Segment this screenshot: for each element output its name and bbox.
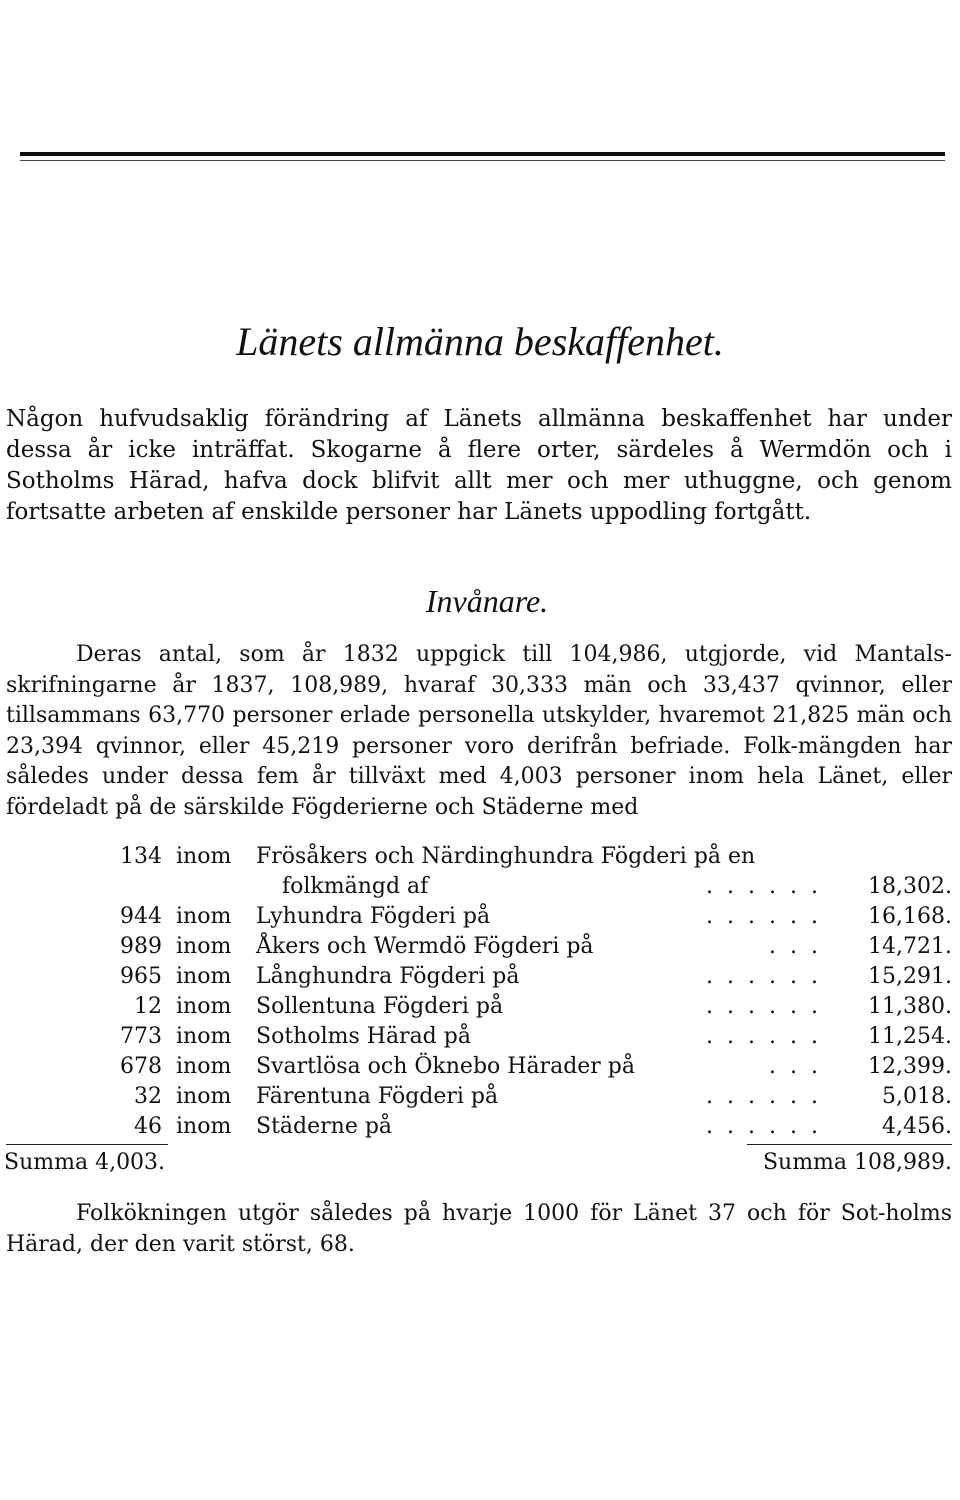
inom-label: inom	[176, 1024, 232, 1049]
inom-label: inom	[176, 1084, 232, 1109]
leader-dots: ...	[769, 1054, 832, 1079]
leader-dots: ......	[706, 1114, 832, 1139]
top-rule	[20, 152, 945, 156]
sum-line-left	[6, 1144, 168, 1145]
sum-increase: Summa 4,003.	[4, 1150, 166, 1175]
population-value: 11,380.	[868, 994, 952, 1019]
growth-paragraph: Folkökningen utgör således på hvarje 1000 för Länet 37 och för Sot-holms Härad, der den varit störst, 68.	[6, 1201, 952, 1257]
inom-label: inom	[176, 934, 232, 959]
table-row	[0, 872, 960, 902]
increase-value: 989	[120, 934, 162, 959]
district-name: Lyhundra Fögderi på	[256, 904, 491, 929]
population-table	[0, 842, 960, 1178]
table-row	[0, 1112, 960, 1142]
inom-label: inom	[176, 994, 232, 1019]
population-value: 12,399.	[868, 1054, 952, 1079]
district-name: Färentuna Fögderi på	[256, 1084, 499, 1109]
population-value: 14,721.	[868, 934, 952, 959]
leader-dots: ......	[706, 964, 832, 989]
population-value: 15,291.	[868, 964, 952, 989]
inom-label: inom	[176, 904, 232, 929]
intro-paragraph: Någon hufvudsaklig förändring af Länets allmänna beskaffenhet har under dessa år icke inträffat. Skogarne å flere orter, särdeles å Wermdön och i Sotholms Härad, hafva dock blifvit allt mer och mer uthuggne, och genom fortsatte arbeten af enskilde personer har Länets uppodling fortgått.	[6, 406, 952, 525]
district-name: Sollentuna Fögderi på	[256, 994, 504, 1019]
district-name: Frösåkers och Närdinghundra Fögderi på en	[256, 844, 756, 869]
sum-line-right	[747, 1144, 952, 1145]
increase-value: 46	[134, 1114, 162, 1139]
population-value: 18,302.	[868, 874, 952, 899]
inom-label: inom	[176, 964, 232, 989]
increase-value: 965	[120, 964, 162, 989]
population-value: 11,254.	[868, 1024, 952, 1049]
population-paragraph: Deras antal, som år 1832 uppgick till 104,986, utgjorde, vid Mantals-skrifningarne år 1837, 108,989, hvaraf 30,333 män och 33,437 qvinnor, eller tillsammans 63,770 personer erlade personella utskylder, hvaremot 21,825 män och 23,394 qvinnor, eller 45,219 personer voro derifrån befriade. Folk-mängden har således under dessa fem år tillväxt med 4,003 personer inom hela Länet, eller fördeladt på de särskilde Fögderierne och Städerne med	[6, 642, 952, 820]
increase-value: 773	[120, 1024, 162, 1049]
table-row	[0, 1022, 960, 1052]
population-value: 5,018.	[882, 1084, 952, 1109]
leader-dots: ...	[769, 934, 832, 959]
district-name: Långhundra Fögderi på	[256, 964, 520, 989]
population-value: 16,168.	[868, 904, 952, 929]
leader-dots: ......	[706, 1024, 832, 1049]
district-name-continued: folkmängd af	[282, 874, 429, 899]
increase-value: 134	[120, 844, 162, 869]
population-value: 4,456.	[882, 1114, 952, 1139]
district-name: Sotholms Härad på	[256, 1024, 471, 1049]
table-row	[0, 932, 960, 962]
page-title: Länets allmänna beskaffenhet.	[236, 319, 724, 364]
district-name: Städerne på	[256, 1114, 393, 1139]
leader-dots: ......	[706, 874, 832, 899]
inom-label: inom	[176, 844, 232, 869]
increase-value: 12	[134, 994, 162, 1019]
district-name: Svartlösa och Öknebo Härader på	[256, 1054, 636, 1079]
table-row	[0, 992, 960, 1022]
district-name: Åkers och Wermdö Fögderi på	[256, 934, 594, 959]
section-heading: Invånare.	[425, 583, 549, 619]
inom-label: inom	[176, 1054, 232, 1079]
table-row	[0, 842, 960, 872]
table-row	[0, 1082, 960, 1112]
table-row	[0, 902, 960, 932]
sum-row	[0, 1148, 960, 1178]
increase-value: 678	[120, 1054, 162, 1079]
leader-dots: ......	[706, 994, 832, 1019]
leader-dots: ......	[706, 904, 832, 929]
increase-value: 944	[120, 904, 162, 929]
leader-dots: ......	[706, 1084, 832, 1109]
sum-population: Summa 108,989.	[762, 1150, 952, 1175]
table-row	[0, 962, 960, 992]
top-rule-thin	[20, 160, 945, 161]
table-row	[0, 1052, 960, 1082]
inom-label: inom	[176, 1114, 232, 1139]
increase-value: 32	[134, 1084, 162, 1109]
